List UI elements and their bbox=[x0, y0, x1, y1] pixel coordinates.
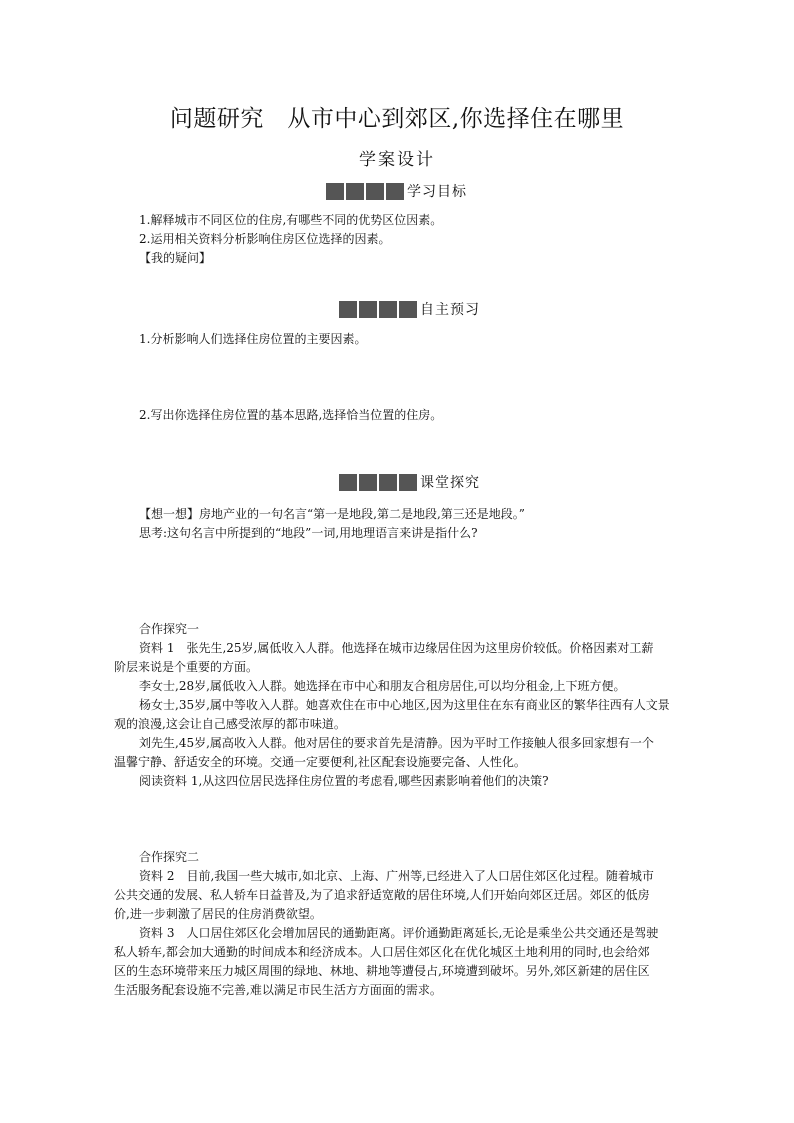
coop1-line: 阶层来说是个重要的方面。 bbox=[114, 660, 259, 674]
coop2-line: 资料 3 人口居住郊区化会增加居民的通勤距离。评价通勤距离延长,无论是乘坐公共交通还是驾驶 bbox=[139, 926, 659, 940]
coop1-line: 资料 1 张先生,25岁,属低收入人群。他选择在城市边缘居住因为这里房价较低。价格因素对工薪 bbox=[139, 641, 654, 655]
think-prompt: 【想一想】房地产业的一句名言“第一是地段,第二是地段,第三还是地段。” bbox=[139, 507, 525, 521]
coop2-line: 价,进一步刺激了居民的住房消费欲望。 bbox=[114, 907, 322, 921]
section-label-explore: 课堂探究 bbox=[420, 475, 480, 491]
coop1-line: 观的浪漫,这会让自己感受浓厚的都市味道。 bbox=[114, 717, 346, 731]
section-marker-blocks bbox=[339, 474, 417, 491]
section-label-goals: 学习目标 bbox=[407, 184, 467, 200]
goal-item-2: 2.运用相关资料分析影响住房区位选择的因素。 bbox=[139, 232, 391, 246]
coop2-line: 区的生态环境带来压力城区周围的绿地、林地、耕地等遭侵占,环境遭到破坏。另外,郊区新建的居住区 bbox=[114, 964, 650, 978]
page-title: 问题研究 从市中心到郊区,你选择住在哪里 bbox=[169, 106, 625, 132]
think-question: 思考:这句名言中所提到的“地段”一词,用地理语言来讲是指什么? bbox=[139, 526, 478, 540]
coop1-line: 杨女士,35岁,属中等收入人群。她喜欢住在市中心地区,因为这里住在东有商业区的繁华往西有人文景 bbox=[139, 698, 670, 712]
goal-item-1: 1.解释城市不同区位的住房,有哪些不同的优势区位因素。 bbox=[139, 213, 443, 227]
coop1-line: 刘先生,45岁,属高收入人群。他对居住的要求首先是清静。因为平时工作接触人很多回家想有一个 bbox=[139, 736, 654, 750]
my-doubt-label: 【我的疑问】 bbox=[139, 251, 212, 265]
coop2-line: 生活服务配套设施不完善,难以满足市民生活方方面面的需求。 bbox=[114, 983, 442, 997]
section-marker-blocks bbox=[326, 183, 404, 200]
section-header-explore bbox=[339, 472, 480, 492]
coop2-title: 合作探究二 bbox=[139, 850, 200, 864]
coop1-title: 合作探究一 bbox=[139, 622, 200, 636]
section-marker-blocks bbox=[339, 301, 417, 318]
preview-item-2: 2.写出你选择住房位置的基本思路,选择恰当位置的住房。 bbox=[139, 408, 443, 422]
section-label-preview: 自主预习 bbox=[420, 302, 480, 318]
section-header-preview bbox=[339, 299, 480, 319]
coop2-line: 公共交通的发展、私人轿车日益普及,为了追求舒适宽敞的居住环境,人们开始向郊区迁居。郊区的低房 bbox=[114, 888, 650, 902]
coop1-line: 李女士,28岁,属低收入人群。她选择在市中心和朋友合租房居住,可以均分租金,上下班方便。 bbox=[139, 679, 626, 693]
section-header-goals bbox=[326, 181, 467, 201]
coop2-line: 资料 2 目前,我国一些大城市,如北京、上海、广州等,已经进入了人口居住郊区化过程。随着城市 bbox=[139, 869, 654, 883]
page-subtitle: 学案设计 bbox=[359, 150, 435, 170]
coop2-line: 私人轿车,都会加大通勤的时间成本和经济成本。人口居住郊区化在优化城区土地利用的同时,也会给郊 bbox=[114, 945, 650, 959]
coop1-line: 温馨宁静、舒适安全的环境。交通一定要便利,社区配套设施要完备、人性化。 bbox=[114, 755, 526, 769]
preview-item-1: 1.分析影响人们选择住房位置的主要因素。 bbox=[139, 332, 367, 346]
coop1-question: 阅读资料 1,从这四位居民选择住房位置的考虑看,哪些因素影响着他们的决策? bbox=[139, 774, 549, 788]
